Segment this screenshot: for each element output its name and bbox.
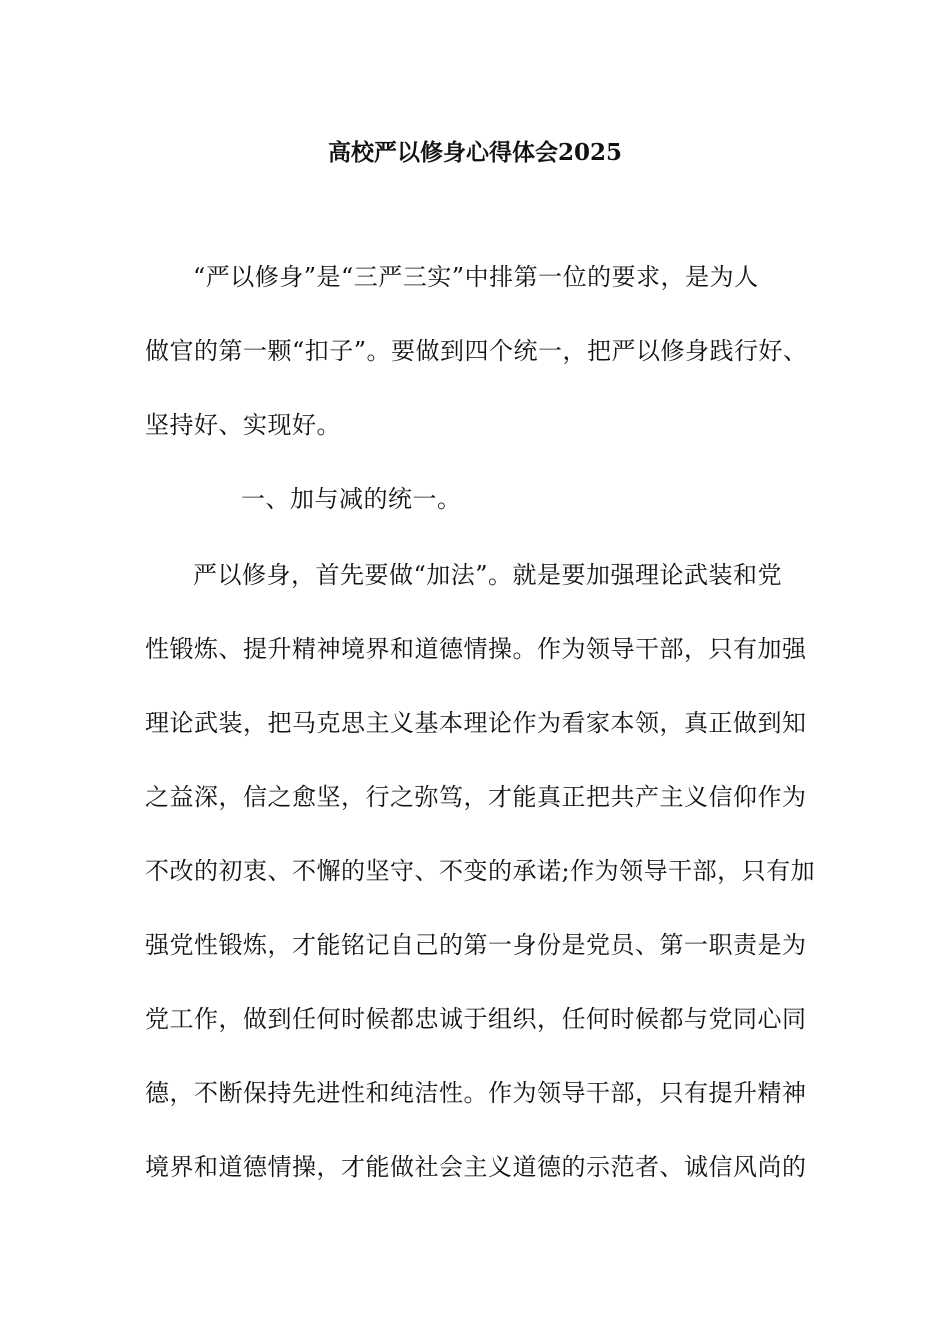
paragraph-line: 坚持好、实现好。 xyxy=(145,411,341,439)
paragraph-line: 性锻炼、提升精神境界和道德情操。作为领导干部，只有加强 xyxy=(145,635,807,663)
paragraph-line: 理论武装，把马克思主义基本理论作为看家本领，真正做到知 xyxy=(145,709,807,737)
section-heading: 一、加与减的统一。 xyxy=(241,485,462,513)
paragraph-line: 做官的第一颗“扣子”。要做到四个统一，把严以修身践行好、 xyxy=(145,337,808,365)
paragraph-line: 境界和道德情操，才能做社会主义道德的示范者、诚信风尚的 xyxy=(145,1153,807,1181)
paragraph-line: 党工作，做到任何时候都忠诚于组织，任何时候都与党同心同 xyxy=(145,1005,807,1033)
paragraph-line: 之益深，信之愈坚，行之弥笃，才能真正把共产主义信仰作为 xyxy=(145,783,807,811)
paragraph-line: “严以修身”是“三严三实”中排第一位的要求，是为人 xyxy=(193,263,759,291)
paragraph-line: 严以修身，首先要做“加法”。就是要加强理论武装和党 xyxy=(193,561,783,589)
document-title: 高校严以修身心得体会2025 xyxy=(327,139,622,166)
paragraph-line: 强党性锻炼，才能铭记自己的第一身份是党员、第一职责是为 xyxy=(145,931,807,959)
paragraph-line: 不改的初衷、不懈的坚守、不变的承诺;作为领导干部，只有加 xyxy=(145,857,816,885)
paragraph-line: 德，不断保持先进性和纯洁性。作为领导干部，只有提升精神 xyxy=(145,1079,807,1107)
